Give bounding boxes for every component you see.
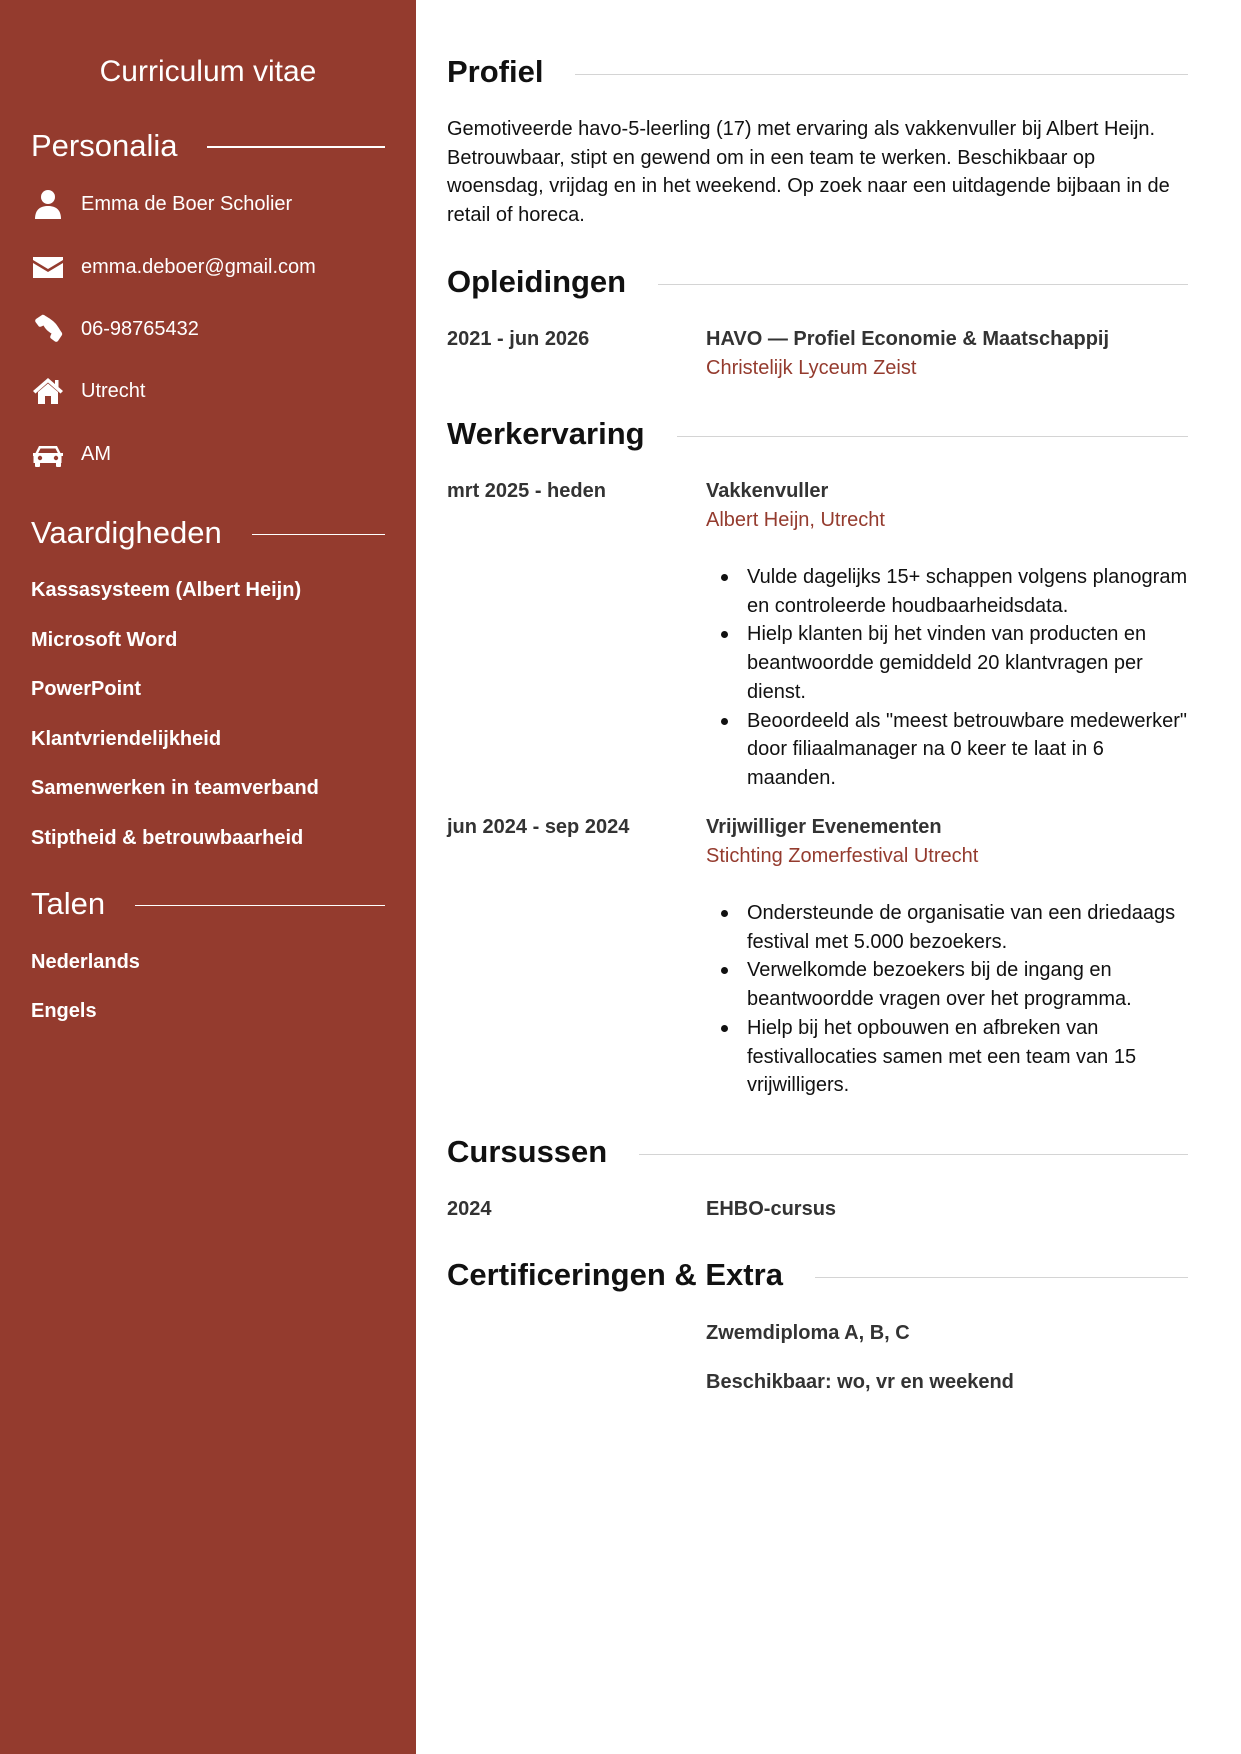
list-item: Hielp klanten bij het vinden van producten en beantwoordde gemiddeld 20 klantvragen per dienst. [706, 620, 1196, 706]
list-item: Beoordeeld als "meest betrouwbare medewerker" door filiaalmanager na 0 keer te laat in 6 maanden. [706, 707, 1196, 793]
list-item: Verwelkomde bezoekers bij de ingang en beantwoordde vragen over het programma. [706, 956, 1196, 1013]
language-item: Nederlands [31, 951, 140, 973]
profile-heading-text: Profiel [447, 54, 544, 89]
heading-rule [135, 905, 385, 906]
heading-rule [658, 284, 1188, 285]
skill-item: Klantvriendelijkheid [31, 728, 222, 750]
job-date: mrt 2025 - heden [447, 480, 606, 502]
courses-heading [447, 1132, 1188, 1172]
personalia-heading [31, 126, 385, 166]
profile-text: Gemotiveerde havo-5-leerling (17) met ervaring als vakkenvuller bij Albert Heijn. Betrouwbaar, stipt en gewend om in een team te werken. Beschikbaar op woensdag, vrijdag en in het weekend. Op zoek naar een uitdagende bijbaan in de retail of horeca. [447, 118, 1170, 226]
skill-item: Microsoft Word [31, 629, 178, 651]
experience-heading-text: Werkervaring [447, 416, 645, 451]
job-employer: Stichting Zomerfestival Utrecht [706, 845, 979, 867]
personal-email[interactable]: emma.deboer@gmail.com [81, 256, 316, 278]
certification-item: Beschikbaar: wo, vr en weekend [706, 1371, 1014, 1393]
heading-rule [815, 1277, 1188, 1278]
education-heading [447, 262, 1188, 302]
education-heading-text: Opleidingen [447, 264, 627, 299]
courses-heading-text: Cursussen [447, 1134, 608, 1169]
personal-email-row [31, 247, 316, 287]
personal-name: Emma de Boer Scholier [81, 193, 293, 215]
job-employer: Albert Heijn, Utrecht [706, 509, 885, 531]
languages-heading [31, 884, 385, 924]
job-title: Vakkenvuller [706, 480, 829, 502]
personal-name-row [31, 184, 292, 224]
personal-license: AM [81, 443, 111, 465]
home-icon [31, 374, 65, 408]
car-icon [31, 437, 65, 471]
skills-heading-text: Vaardigheden [31, 515, 222, 550]
personal-city-row [31, 371, 145, 411]
personalia-heading-text: Personalia [31, 128, 178, 163]
sidebar [0, 0, 416, 1754]
heading-rule [639, 1154, 1188, 1155]
certification-item: Zwemdiploma A, B, C [706, 1322, 910, 1344]
course-title: EHBO-cursus [706, 1198, 837, 1220]
education-title: HAVO — Profiel Economie & Maatschappij [706, 328, 1110, 350]
certifications-heading-text: Certificeringen & Extra [447, 1257, 783, 1292]
job-date: jun 2024 - sep 2024 [447, 816, 630, 838]
phone-icon [31, 312, 65, 346]
skills-heading [31, 513, 385, 553]
education-date: 2021 - jun 2026 [447, 328, 590, 350]
heading-rule [252, 534, 385, 535]
course-date: 2024 [447, 1198, 492, 1220]
job-bullets [706, 563, 1196, 793]
job-bullets [706, 899, 1196, 1100]
skill-item: Samenwerken in teamverband [31, 777, 319, 799]
language-item: Engels [31, 1000, 97, 1022]
job-title: Vrijwilliger Evenementen [706, 816, 942, 838]
education-school: Christelijk Lyceum Zeist [706, 357, 917, 379]
skill-item: PowerPoint [31, 678, 142, 700]
certifications-heading [447, 1255, 1188, 1295]
list-item: Hielp bij het opbouwen en afbreken van festivallocaties samen met een team van 15 vrijwilligers. [706, 1014, 1196, 1100]
personal-license-row [31, 434, 111, 474]
personal-phone-row [31, 309, 199, 349]
list-item: Vulde dagelijks 15+ schappen volgens planogram en controleerde houdbaarheidsdata. [706, 563, 1196, 620]
heading-rule [677, 436, 1188, 437]
cv-title: Curriculum vitae [99, 55, 317, 88]
personal-phone[interactable]: 06-98765432 [81, 318, 199, 340]
heading-rule [575, 74, 1188, 75]
experience-heading [447, 414, 1188, 454]
skill-item: Stiptheid & betrouwbaarheid [31, 827, 304, 849]
user-icon [31, 187, 65, 221]
skill-item: Kassasysteem (Albert Heijn) [31, 579, 302, 601]
personal-city: Utrecht [81, 380, 146, 402]
profile-heading [447, 52, 1188, 92]
list-item: Ondersteunde de organisatie van een driedaags festival met 5.000 bezoekers. [706, 899, 1196, 956]
envelope-icon [31, 250, 65, 284]
heading-rule [207, 146, 385, 148]
languages-heading-text: Talen [31, 886, 106, 921]
